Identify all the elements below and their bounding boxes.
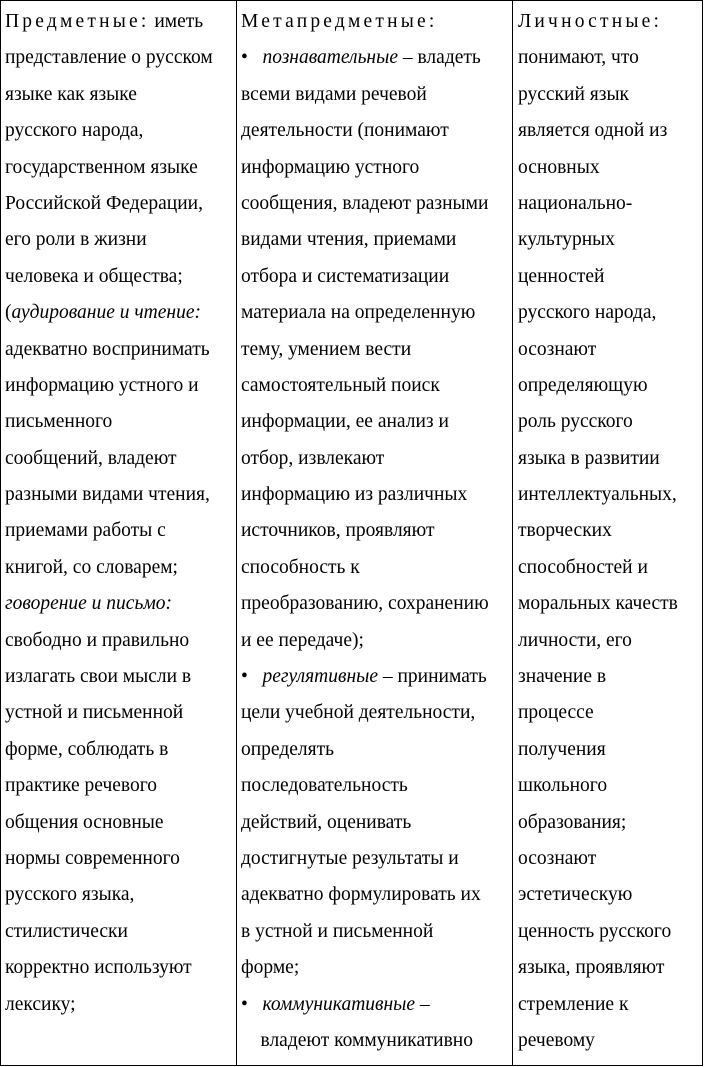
communicative-label: коммуникативные (262, 993, 416, 1015)
text-line: представление о русском (5, 47, 213, 69)
text-line: осознают (518, 338, 597, 360)
text-line: сообщения, владеют разными (241, 192, 489, 214)
text-line: адекватно воспринимать (5, 338, 210, 360)
text-line: способностей и (518, 556, 648, 578)
text-line: разными видами чтения, (5, 484, 210, 506)
bullet-line: • регулятивные – принимать (241, 666, 487, 688)
text-line: последовательность (241, 775, 408, 797)
text-line: эстетическую (518, 884, 633, 906)
text-line: процессе (518, 702, 594, 724)
text-line: общения основные (5, 811, 164, 833)
text-line: всеми видами речевой (241, 83, 427, 105)
text-line: источников, проявляют (241, 520, 435, 542)
text-line: осознают (518, 847, 597, 869)
text-line: русского народа, (5, 120, 144, 142)
text-line: значение в (518, 666, 607, 688)
text-line: (аудирование и чтение: (5, 302, 201, 324)
text-line: корректно используют (5, 957, 192, 979)
text-line: языка, проявляют (518, 957, 665, 979)
bullet-icon: • (241, 993, 248, 1015)
text-line: ценностей (518, 265, 605, 287)
text-line: и ее передаче); (241, 629, 364, 651)
text-line: способность к (241, 556, 360, 578)
text-line: школьного (518, 775, 608, 797)
text-line: русского народа, (518, 302, 657, 324)
text-line: основных (518, 156, 600, 178)
text-line: тему, умением вести (241, 338, 412, 360)
text-line: стилистически (5, 920, 128, 942)
bullet-icon: • (241, 47, 248, 69)
text-line: приемами работы с (5, 520, 166, 542)
text-line: человека и общества; (5, 265, 183, 287)
text-line: письменного (5, 411, 113, 433)
bullet-line: • коммуникативные – (241, 993, 430, 1015)
text-line: цели учебной деятельности, (241, 702, 476, 724)
text-line: является одной из (518, 120, 668, 142)
text-line: сообщений, владеют (5, 447, 177, 469)
text-line: русского языка, (5, 884, 135, 906)
text-line: адекватно формулировать их (241, 884, 481, 906)
text-line: понимают, что (518, 47, 639, 69)
text-line: отбора и систематизации (241, 265, 450, 287)
column-personal-results (512, 1, 703, 1065)
text-line: практике речевого (5, 775, 158, 797)
text-line: нормы современного (5, 847, 180, 869)
text-line: интеллектуальных, (518, 484, 677, 506)
column-metasubject-results (236, 1, 512, 1065)
header-label: Личностные: (518, 11, 663, 32)
text-line: отбор, извлекают (241, 447, 385, 469)
text-line: государственном языке (5, 156, 198, 178)
text-line: информацию из различных (241, 484, 468, 506)
text-line: излагать свои мысли в (5, 666, 192, 688)
column-subject-results (1, 1, 236, 1065)
bullet-icon: • (241, 666, 248, 688)
text-line: роль русского (518, 411, 633, 433)
column-header (241, 4, 512, 40)
text-line: речевому (518, 1029, 595, 1051)
text-line: устной и письменной (5, 702, 184, 724)
text-line: владеют коммуникативно (260, 1029, 473, 1051)
text-line: получения (518, 738, 606, 760)
audio-label: аудирование и чтение: (11, 302, 201, 324)
text-line: культурных (518, 229, 616, 251)
text-line: лексику; (5, 993, 76, 1015)
text-line: его роли в жизни (5, 229, 147, 251)
text-line: материала на определенную (241, 302, 476, 324)
column-header: Предметные: иметь (5, 11, 204, 32)
text-line: книгой, со словарем; (5, 556, 178, 578)
text-line: определяющую (518, 374, 648, 396)
text-line: русский язык (518, 83, 630, 105)
text-line: языке как языке (5, 83, 137, 105)
text-line: Российской Федерации, (5, 192, 203, 214)
text-line: преобразованию, сохранению (241, 593, 489, 615)
text-line: творческих (518, 520, 612, 542)
text-line: свободно и правильно (5, 629, 190, 651)
text-line (5, 586, 236, 622)
bullet-line: • познавательные – владеть (241, 47, 481, 69)
header-label: Предметные: (5, 11, 150, 32)
text-line: моральных качеств (518, 593, 678, 615)
cognitive-label: познавательные (262, 47, 398, 69)
text-line: информации, ее анализ и (241, 411, 449, 433)
text-line: форме, соблюдать в (5, 738, 169, 760)
text-line: образования; (518, 811, 627, 833)
text-line: в устной и письменной (241, 920, 434, 942)
regulatory-label: регулятивные (262, 666, 378, 688)
text-line: стремление к (518, 993, 629, 1015)
column-header (518, 4, 703, 40)
text-line: личности, его (518, 629, 632, 651)
header-label: Метапредметные: (241, 11, 438, 32)
text-line: ценность русского (518, 920, 672, 942)
text-line: видами чтения, приемами (241, 229, 457, 251)
text-line: форме; (241, 957, 300, 979)
text-line: национально- (518, 192, 633, 214)
text-line: определять (241, 738, 335, 760)
text-line: информацию устного (241, 156, 420, 178)
text-line: действий, оценивать (241, 811, 412, 833)
text-line: самостоятельный поиск (241, 374, 440, 396)
speak-label: говорение и письмо: (5, 593, 173, 615)
text-line: деятельности (понимают (241, 120, 449, 142)
text-line: информацию устного и (5, 374, 199, 396)
text-line: достигнутые результаты и (241, 847, 459, 869)
text-line: языка в развитии (518, 447, 660, 469)
